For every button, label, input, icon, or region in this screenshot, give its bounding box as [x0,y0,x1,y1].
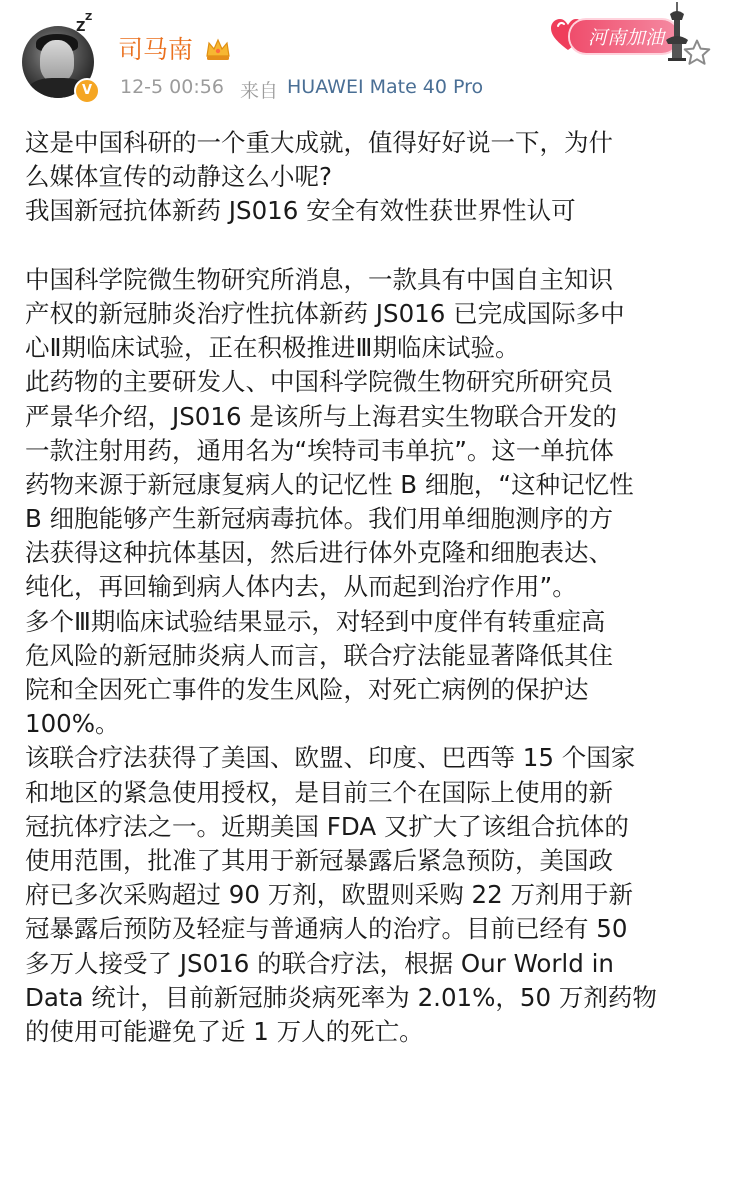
post-line: 这是中国科研的一个重大成就，值得好好说一下，为什 [25,128,613,157]
star-icon[interactable] [682,38,712,68]
sticker-text: 河南加油 [570,20,678,53]
post-header [0,0,735,118]
post-line: 的使用可能避免了近 1 万人的死亡。 [25,1016,424,1046]
post-line: 院和全因死亡事件的发生风险，对死亡病例的保护达 [25,675,589,704]
post-line: 和地区的紧急使用授权，是目前三个在国际上使用的新 [25,777,613,807]
post-line: 严景华介绍，JS016 是该所与上海君实生物联合开发的 [25,401,617,431]
post-line: 此药物的主要研发人、中国科学院微生物研究所研究员 [25,367,613,397]
post-line: 多万人接受了 JS016 的联合疗法，根据 Our World in [25,948,614,978]
post-line: B 细胞能够产生新冠病毒抗体。我们用单细胞测序的方 [25,504,614,534]
post-time: 12-5 00:56 [120,76,224,98]
post-line: 产权的新冠肺炎治疗性抗体新药 JS016 已完成国际多中 [25,298,625,328]
post-line: 法获得这种抗体基因，然后进行体外克隆和细胞表达、 [25,538,613,568]
post-line: 100%。 [25,709,120,739]
post-line-blank [25,229,715,263]
post-line: 该联合疗法获得了美国、欧盟、印度、巴西等 15 个国家 [25,743,636,773]
post-line: 使用范围，批准了其用于新冠暴露后紧急预防，美国政 [25,845,613,875]
post-line: 冠抗体疗法之一。近期美国 FDA 又扩大了该组合抗体的 [25,811,629,841]
post-line: 纯化，再回输到病人体内去，从而起到治疗作用”。 [25,572,577,602]
post-line: 么媒体宣传的动静这么小呢? [25,162,333,192]
post-line: 危风险的新冠肺炎病人而言，联合疗法能显著降低其住 [25,640,613,670]
crown-icon [204,36,232,62]
post-line: 心Ⅱ期临床试验，正在积极推进Ⅲ期临床试验。 [25,333,520,363]
verified-badge-icon: V [74,78,100,104]
post-line: 一款注射用药，通用名为“埃特司韦单抗”。这一单抗体 [25,435,614,465]
sleep-icon: Z Z [76,12,93,35]
post-line: 多个Ⅲ期临床试验结果显示，对轻到中度伴有转重症高 [25,606,606,636]
post-content [25,126,715,1049]
source-label: 来自 [240,80,279,102]
post-line: Data 统计，目前新冠肺炎病死率为 2.01%，50 万剂药物 [25,982,657,1012]
post-line: 府已多次采购超过 90 万剂，欧盟则采购 22 万剂用于新 [25,880,633,910]
source-device-link[interactable]: HUAWEI Mate 40 Pro [287,76,484,98]
post-line: 中国科学院微生物研究所消息，一款具有中国自主知识 [25,264,613,294]
post-body [25,126,715,1049]
post-line: 我国新冠抗体新药 JS016 安全有效性获世界性认可 [25,196,576,226]
post-line: 冠暴露后预防及轻症与普通病人的治疗。目前已经有 50 [25,914,628,944]
user-name[interactable]: 司马南 [118,35,194,64]
post-line: 药物来源于新冠康复病人的记忆性 B 细胞，“这种记忆性 [25,469,634,499]
